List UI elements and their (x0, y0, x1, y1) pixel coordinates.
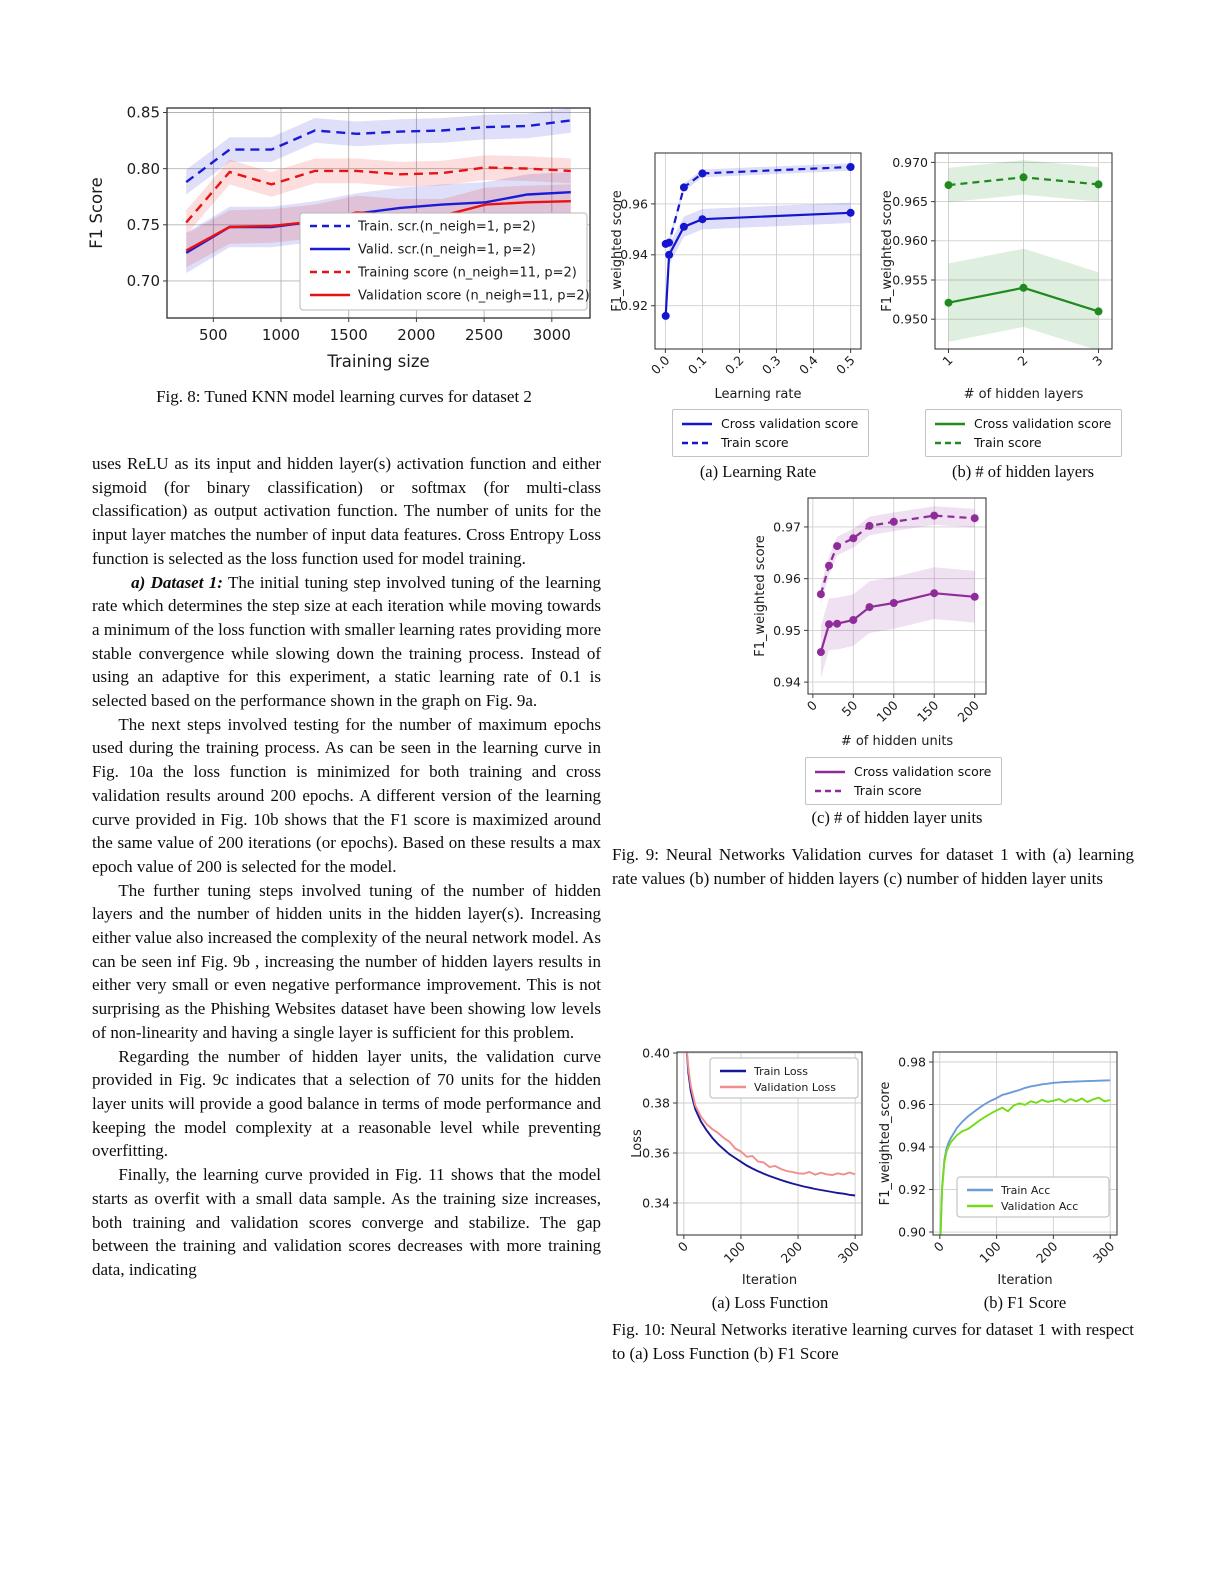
svg-text:0.2: 0.2 (721, 352, 747, 378)
svg-text:Loss: Loss (630, 1129, 645, 1158)
svg-text:0.4: 0.4 (796, 352, 821, 378)
legend-entry: Train score (934, 433, 1111, 452)
svg-text:2000: 2000 (397, 326, 436, 344)
svg-text:0.96: 0.96 (898, 1096, 926, 1112)
svg-text:200: 200 (954, 697, 982, 725)
paragraph-1: uses ReLU as its input and hidden layer(s) activation function and either sigmoid (for binary classification) or softmax (for multi-class classification) as output activation function. The number of units for the input layer matches the number of input data features. Cross Entropy Loss function is selected as the loss function used for model training. (92, 454, 601, 568)
legend-line-swatch (681, 437, 713, 449)
fig9-caption: Fig. 9: Neural Networks Validation curves for dataset 1 with (a) learning rate values (b) number of hidden layers (c) number of hidden layer units (612, 845, 1134, 888)
paragraph-4: The further tuning steps involved tuning of the number of hidden layers and the number of hidden units in the hidden layer(s). Increasing either value also increased the complexity of the neural network model. As can be seen inf Fig. 9b , increasing the number of hidden layers results in either very small or even negative performance improvement. This is not surprising as the Phishing Websites dataset have been showing low levels of non-linearity and having a single layer is sufficient for this problem. (92, 880, 601, 1042)
body-text-column (92, 452, 601, 1282)
svg-text:0.36: 0.36 (642, 1145, 670, 1161)
svg-text:1000: 1000 (261, 326, 301, 344)
svg-text:0.92: 0.92 (620, 298, 648, 314)
svg-text:150: 150 (913, 697, 942, 725)
fig8-caption: Fig. 8: Tuned KNN model learning curves for dataset 2 (156, 387, 532, 406)
svg-text:0.960: 0.960 (892, 233, 928, 249)
svg-text:F1_weighted score: F1_weighted score (610, 190, 625, 312)
svg-text:Training size: Training size (327, 352, 430, 371)
svg-text:Valid. scr.(n_neigh=1, p=2): Valid. scr.(n_neigh=1, p=2) (358, 242, 536, 258)
svg-text:0.98: 0.98 (898, 1054, 926, 1070)
paragraph-6: Finally, the learning curve provided in Fig. 11 shows that the model starts as overfit with a small data sample. As the training size increases, both training and validation scores converge and stabilize. The gap between the training and validation scores decreases with more training data, indicating (92, 1165, 601, 1279)
svg-text:0.96: 0.96 (773, 571, 801, 587)
legend-entry: Cross validation score (681, 414, 858, 433)
figure-8 (88, 94, 600, 407)
svg-text:Train. scr.(n_neigh=1, p=2): Train. scr.(n_neigh=1, p=2) (358, 219, 536, 235)
dataset1-heading: a) Dataset 1: (131, 572, 223, 592)
legend-line-swatch (934, 418, 966, 430)
svg-text:Training score (n_neigh=11, p=: Training score (n_neigh=11, p=2) (358, 265, 577, 281)
legend-entry: Cross validation score (934, 414, 1111, 433)
svg-text:Train Acc: Train Acc (1001, 1184, 1051, 1197)
legend-line-swatch (814, 785, 846, 797)
svg-text:0.955: 0.955 (892, 272, 928, 288)
legend-line-swatch (934, 437, 966, 449)
svg-text:500: 500 (198, 326, 228, 344)
svg-text:F1 Score: F1 Score (88, 177, 106, 249)
svg-text:300: 300 (1089, 1238, 1118, 1266)
svg-text:0.90: 0.90 (898, 1224, 926, 1240)
svg-text:0.94: 0.94 (773, 674, 801, 690)
svg-text:F1_weighted score: F1_weighted score (753, 535, 768, 657)
svg-text:0.96: 0.96 (620, 196, 648, 212)
paragraph-5: Regarding the number of hidden layer units, the validation curve provided in Fig. 9c indicates that a selection of 70 units for the hidden layer units will provide a good balance in terms of mode performance and keeping the model complexity at a reasonable level while preventing overfitting. (92, 1046, 601, 1161)
svg-text:200: 200 (1033, 1238, 1061, 1266)
svg-text:0.85: 0.85 (126, 103, 160, 122)
fig10b-caption: (b) F1 Score (983, 1293, 1067, 1312)
svg-text:1500: 1500 (329, 326, 368, 344)
svg-text:0.95: 0.95 (773, 622, 801, 638)
svg-text:# of hidden units: # of hidden units (840, 734, 954, 749)
loss-function-chart (627, 1044, 870, 1291)
svg-text:0.40: 0.40 (642, 1045, 670, 1061)
svg-text:0: 0 (803, 697, 821, 714)
svg-text:0.5: 0.5 (833, 352, 858, 378)
svg-text:200: 200 (777, 1238, 806, 1266)
svg-text:Iteration: Iteration (741, 1273, 798, 1288)
svg-text:0.965: 0.965 (892, 194, 928, 209)
svg-text:100: 100 (873, 697, 901, 725)
knn-learning-curves-chart (88, 94, 600, 374)
svg-text:0.94: 0.94 (620, 247, 648, 263)
svg-text:Validation Loss: Validation Loss (754, 1081, 836, 1094)
svg-text:0.38: 0.38 (642, 1095, 670, 1111)
svg-text:0: 0 (930, 1238, 947, 1255)
svg-text:300: 300 (834, 1238, 863, 1266)
legend-entry: Cross validation score (814, 762, 991, 781)
svg-text:# of hidden layers: # of hidden layers (963, 387, 1084, 402)
svg-text:0.80: 0.80 (126, 159, 160, 178)
fig9b-caption: (b) # of hidden layers (951, 462, 1095, 481)
svg-text:0.92: 0.92 (898, 1181, 926, 1197)
svg-text:3000: 3000 (532, 326, 571, 344)
svg-text:3: 3 (1089, 352, 1106, 369)
svg-text:0.97: 0.97 (773, 519, 801, 535)
svg-text:2500: 2500 (465, 326, 504, 344)
svg-text:Iteration: Iteration (997, 1273, 1053, 1288)
hidden-layers-chart (877, 145, 1120, 405)
paragraph-3: The next steps involved testing for the number of maximum epochs used during the training process. As can be seen in the learning curve in Fig. 10a the loss function is minimized for both training and cross validation results around 200 epochs. A different version of the learning curve provided in Fig. 10b shows that the F1 score is maximized around the same value of 200 iterations (or epochs). Based on these results a max epoch value of 200 is selected for the model. (92, 714, 601, 876)
svg-text:0: 0 (674, 1238, 692, 1255)
svg-text:0.3: 0.3 (758, 352, 784, 378)
svg-text:Train Loss: Train Loss (754, 1065, 809, 1078)
legend-entry: Train score (814, 781, 991, 800)
svg-text:0.70: 0.70 (126, 272, 160, 291)
svg-text:Validation Acc: Validation Acc (1001, 1200, 1079, 1213)
svg-text:0.34: 0.34 (642, 1195, 670, 1211)
svg-text:Validation score (n_neigh=11,: Validation score (n_neigh=11, p=2) (358, 288, 590, 304)
svg-text:1: 1 (939, 352, 956, 369)
svg-text:0.950: 0.950 (892, 311, 928, 327)
svg-text:0.1: 0.1 (684, 352, 710, 378)
svg-text:0.0: 0.0 (647, 352, 673, 378)
svg-text:0.94: 0.94 (898, 1139, 926, 1155)
fig9a-legend (672, 409, 869, 457)
legend-line-swatch (814, 766, 846, 778)
fig9a-caption: (a) Learning Rate (699, 462, 817, 481)
svg-text:100: 100 (720, 1238, 749, 1266)
fig9b-legend (925, 409, 1122, 457)
svg-text:50: 50 (838, 697, 861, 720)
svg-text:0.970: 0.970 (892, 154, 928, 170)
paragraph-2 (92, 571, 601, 713)
legend-entry: Train score (681, 433, 858, 452)
svg-text:0.75: 0.75 (126, 216, 160, 234)
svg-text:100: 100 (976, 1238, 1004, 1266)
fig10-caption: Fig. 10: Neural Networks iterative learning curves for dataset 1 with respect to (a) Loss Function (b) F1 Score (612, 1320, 1134, 1363)
svg-text:F1_weighted_score: F1_weighted_score (878, 1081, 893, 1206)
hidden-units-chart (750, 490, 996, 752)
fig9c-legend (805, 757, 1002, 805)
paragraph-2-body: The initial tuning step involved tuning of the learning rate which determines the step size at each iteration while moving towards a minimum of the loss function with smaller learning rates providing more stable convergence while slowing down the training process. Instead of using an adaptive for this experiment, a static learning rate of 0.1 is selected based on the performance shown in the graph on Fig. 9a. (92, 572, 601, 711)
svg-text:2: 2 (1014, 352, 1031, 369)
fig10a-caption: (a) Loss Function (711, 1293, 829, 1312)
legend-line-swatch (681, 418, 713, 430)
svg-text:Learning rate: Learning rate (714, 387, 802, 402)
learning-rate-chart (607, 145, 869, 405)
fig9c-caption: (c) # of hidden layer units (811, 808, 983, 827)
svg-text:F1_weighted score: F1_weighted score (880, 190, 895, 312)
f1-score-chart (875, 1044, 1125, 1291)
